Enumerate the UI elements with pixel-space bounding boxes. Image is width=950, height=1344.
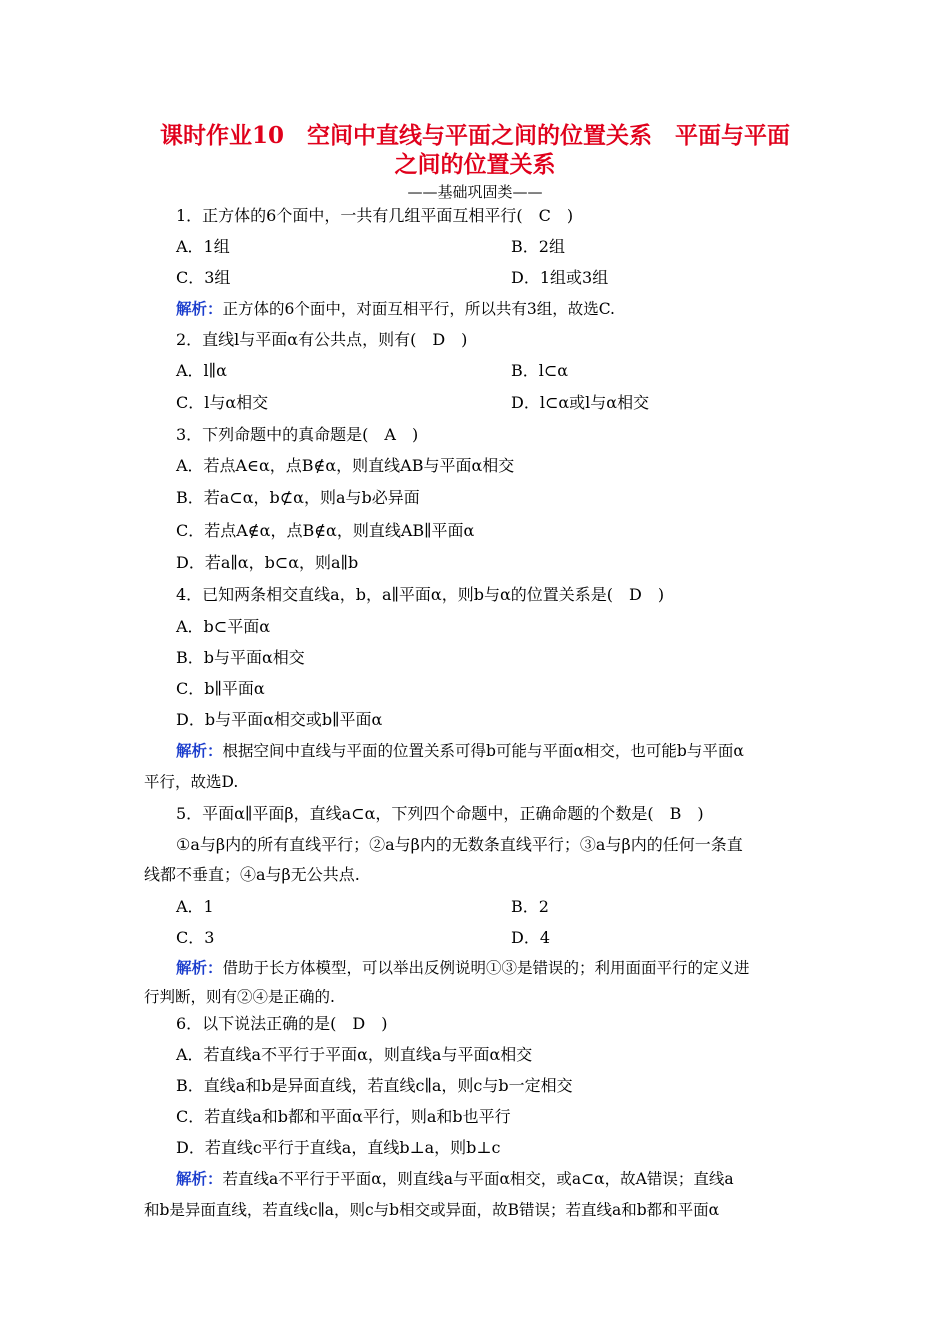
explanation-text: 若直线a不平行于平面α，则直线a与平面α相交，或a⊂α，故A错误；直线a: [222, 1170, 734, 1188]
question-4-option-d: D．b与平面α相交或b∥平面α: [176, 710, 383, 729]
question-1-explanation: [176, 298, 615, 320]
question-6-explanation-line-1: [176, 1168, 734, 1190]
question-5-explanation-line-2: 行判断，则有②④是正确的.: [144, 988, 335, 1006]
section-heading: ——基础巩固类——: [407, 183, 543, 201]
question-1-option-b: B．2组: [511, 237, 565, 256]
question-3-option-c: C．若点A∉α，点B∉α，则直线AB∥平面α: [176, 521, 475, 540]
question-1-option-c: C．3组: [176, 268, 231, 287]
question-6-option-d: D．若直线c平行于直线a，直线b⊥a，则b⊥c: [176, 1138, 501, 1157]
explanation-label: 解析：: [176, 741, 223, 760]
question-6-explanation-line-2: 和b是异面直线，若直线c∥a，则c与b相交或异面，故B错误；若直线a和b都和平面α: [144, 1201, 720, 1219]
question-1-option-d: D．1组或3组: [511, 268, 609, 287]
question-1-stem: 1．正方体的6个面中，一共有几组平面互相平行( C ): [176, 206, 574, 225]
question-4-option-a: A．b⊂平面α: [176, 617, 271, 636]
question-4-option-c: C．b∥平面α: [176, 679, 265, 698]
question-5-stem: 5．平面α∥平面β，直线a⊂α，下列四个命题中，正确命题的个数是( B ): [176, 804, 704, 823]
question-2-option-c: C．l与α相交: [176, 393, 269, 412]
question-4-explanation-line-1: [176, 740, 744, 762]
explanation-text: 正方体的6个面中，对面互相平行，所以共有3组，故选C.: [222, 300, 615, 318]
question-5-option-a: A．1: [176, 897, 214, 916]
question-3-stem: 3．下列命题中的真命题是( A ): [176, 425, 419, 444]
question-5-option-b: B．2: [511, 897, 549, 916]
question-4-explanation-line-2: 平行，故选D.: [144, 773, 239, 791]
question-2-option-d: D．l⊂α或l与α相交: [511, 393, 650, 412]
question-6-stem: 6．以下说法正确的是( D ): [176, 1014, 388, 1033]
question-2-option-a: A．l∥α: [176, 361, 227, 380]
question-4-option-b: B．b与平面α相交: [176, 648, 305, 667]
question-5-explanation-line-1: [176, 957, 750, 979]
explanation-text: 根据空间中直线与平面的位置关系可得b可能与平面α相交，也可能b与平面α: [222, 742, 744, 760]
question-5-statements-line-1: ①a与β内的所有直线平行；②a与β内的无数条直线平行；③a与β内的任何一条直: [176, 835, 743, 854]
page-title-line-2: 之间的位置关系: [394, 151, 556, 178]
question-4-stem: 4．已知两条相交直线a，b，a∥平面α，则b与α的位置关系是( D ): [176, 585, 665, 604]
explanation-label: 解析：: [176, 958, 223, 977]
explanation-text: 借助于长方体模型，可以举出反例说明①③是错误的；利用面面平行的定义进: [222, 959, 750, 977]
question-6-option-a: A．若直线a不平行于平面α，则直线a与平面α相交: [176, 1045, 533, 1064]
question-3-option-b: B．若a⊂α，b⊄α，则a与b必异面: [176, 488, 420, 507]
question-2-stem: 2．直线l与平面α有公共点，则有( D ): [176, 330, 468, 349]
question-6-option-b: B．直线a和b是异面直线，若直线c∥a，则c与b一定相交: [176, 1076, 573, 1095]
page-title-line-1: 课时作业10 空间中直线与平面之间的位置关系 平面与平面: [159, 122, 790, 149]
explanation-label: 解析：: [176, 1169, 223, 1188]
question-5-option-d: D．4: [511, 928, 551, 947]
question-3-option-d: D．若a∥α，b⊂α，则a∥b: [176, 553, 359, 572]
question-2-option-b: B．l⊂α: [511, 361, 569, 380]
explanation-label: 解析：: [176, 299, 223, 318]
question-5-option-c: C．3: [176, 928, 215, 947]
question-3-option-a: A．若点A∈α，点B∉α，则直线AB与平面α相交: [176, 456, 515, 475]
question-6-option-c: C．若直线a和b都和平面α平行，则a和b也平行: [176, 1107, 511, 1126]
question-1-option-a: A．1组: [176, 237, 230, 256]
question-5-statements-line-2: 线都不垂直；④a与β无公共点.: [144, 865, 360, 884]
